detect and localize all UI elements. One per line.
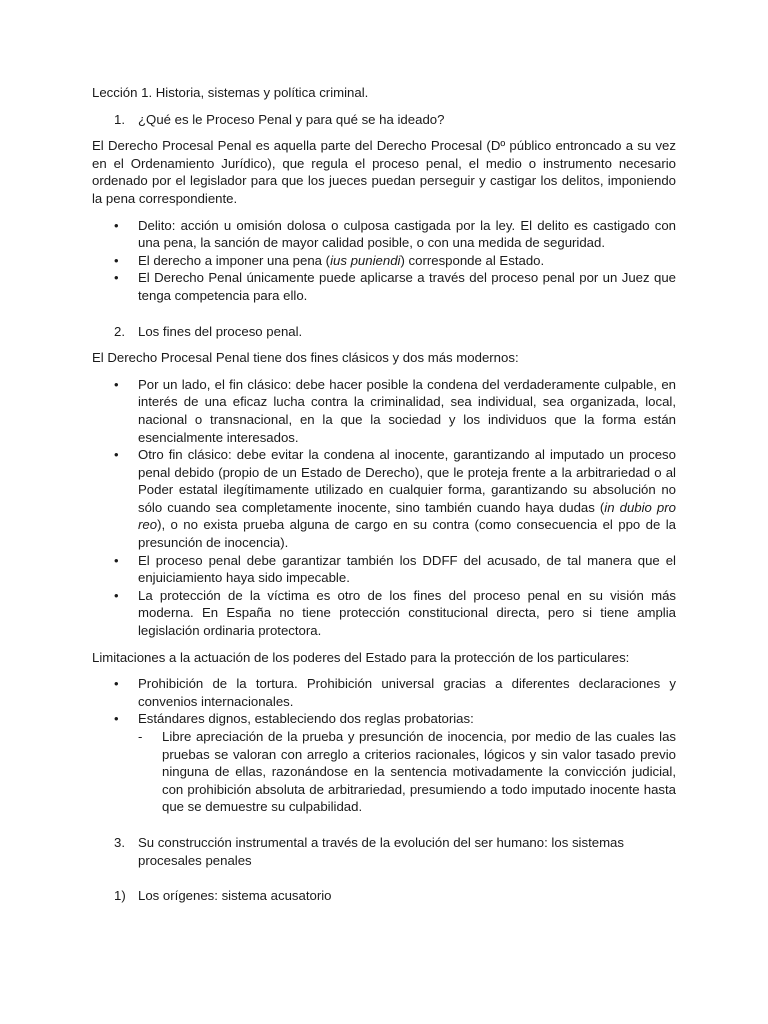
list-item-text: El derecho a imponer una pena ( — [138, 252, 331, 268]
section-number: 1. — [114, 111, 125, 127]
lesson-title: Lección 1. Historia, sistemas y política criminal. — [92, 85, 369, 100]
bullet-icon: • — [114, 217, 119, 233]
bullet-list — [92, 217, 676, 305]
list-item-text: La protección de la víctima es otro de los fines del proceso penal en su visión más moderna. En España no tiene protección constitucional directa, pero si tiene amplia legislación ordinaria protectora. — [138, 587, 676, 639]
bullet-icon: • — [114, 587, 119, 603]
section-number: 1) — [114, 888, 126, 904]
list-item-text: El Derecho Penal únicamente puede aplicarse a través del proceso penal por un Juez que tenga competencia para ello. — [138, 270, 676, 303]
bullet-icon: • — [114, 711, 119, 727]
bullet-list — [92, 376, 676, 640]
list-item — [92, 587, 676, 640]
list-item — [92, 217, 676, 252]
bullet-icon: • — [114, 252, 119, 268]
list-item-text: Por un lado, el fin clásico: debe hacer posible la condena del verdaderamente culpable, en interés de una eficaz lucha contra la criminalidad, sea individual, sea organizada, local, nacional o transnacional, en la que la sociedad y los individuos que la forma están esencialmente interesados. — [138, 376, 676, 445]
section-number: 3. — [114, 834, 125, 850]
list-item-text: Libre apreciación de la prueba y presunción de inocencia, por medio de las cuales las pruebas se valoran con arreglo a criterios racionales, lógicos y sin valor tasado previo ninguna de ellas, razonándose en la sentencia motivadamente la convicción judicial, con prohibición absoluta de arbitrariedad, presumiendo a todo imputado inocente hasta que se demuestre su culpabilidad. — [162, 729, 676, 815]
bullet-icon: • — [114, 270, 119, 286]
list-item-text: Otro fin clásico: debe evitar la condena al inocente, garantizando al imputado un proceso penal debido (propio de un Estado de Derecho), que le proteja frente a la arbitrariedad o al Poder estatal ilegítimamente utilizado en cualquier forma, garantizando su absolución no sólo cuando sea completamente inocente, sino también cuando haya dudas ( — [138, 447, 676, 515]
bullet-icon: • — [114, 552, 119, 568]
bullet-list — [92, 675, 676, 816]
bullet-icon: • — [114, 676, 119, 692]
italic-term: in dubio pro reo — [138, 499, 676, 533]
bullet-icon: • — [114, 376, 119, 392]
section-number: 2. — [114, 323, 125, 339]
section-title: Su construcción instrumental a través de la evolución del ser humano: los sistemas procesales penales — [138, 834, 624, 868]
dash-list — [138, 728, 676, 816]
paragraph: El Derecho Procesal Penal tiene dos fines clásicos y dos más modernos: — [92, 350, 519, 366]
list-item-text: Delito: acción u omisión dolosa o culposa castigada por la ley. El delito es castigado con una pena, la sanción de mayor calidad posible, o con una medida de seguridad. — [138, 217, 676, 251]
dash-icon: - — [138, 729, 143, 744]
section-heading-1 — [92, 111, 676, 129]
italic-term: ius puniendi — [330, 252, 401, 268]
list-item-text: ) corresponde al Estado. — [400, 252, 545, 268]
list-item-text: Estándares dignos, estableciendo dos reglas probatorias: — [138, 711, 474, 727]
list-item-text: El proceso penal debe garantizar también los DDFF del acusado, de tal manera que el enjuiciamiento haya sido impecable. — [138, 552, 676, 586]
paragraph: El Derecho Procesal Penal es aquella parte del Derecho Procesal (Dº público entroncado a su vez en el Ordenamiento Jurídico), que regula el proceso penal, el medio o instrumento necesario ordenado por el legislador para que los jueces puedan perseguir y castigar los delitos, imponiendo la pena correspondiente. — [92, 138, 676, 206]
section-title: ¿Qué es le Proceso Penal y para qué se ha ideado? — [138, 111, 445, 127]
list-item-text: ), o no exista prueba alguna de cargo en su contra (como consecuencia el ppo de la presunción de inocencia). — [138, 517, 676, 551]
list-item — [92, 269, 676, 304]
bullet-icon: • — [114, 447, 119, 463]
section-heading-2 — [92, 323, 676, 341]
subsection-heading-1 — [92, 887, 676, 905]
list-item — [92, 252, 676, 270]
section-title: Los orígenes: sistema acusatorio — [138, 888, 332, 904]
paragraph: Limitaciones a la actuación de los poderes del Estado para la protección de los particulares: — [92, 649, 630, 665]
list-item — [92, 376, 676, 446]
list-item — [92, 710, 676, 816]
list-item — [92, 552, 676, 587]
list-item — [138, 728, 676, 816]
list-item — [92, 675, 676, 710]
list-item-text: Prohibición de la tortura. Prohibición universal gracias a diferentes declaraciones y convenios internacionales. — [138, 676, 676, 709]
section-heading-3 — [92, 834, 676, 869]
section-title: Los fines del proceso penal. — [138, 323, 303, 339]
list-item — [92, 446, 676, 552]
